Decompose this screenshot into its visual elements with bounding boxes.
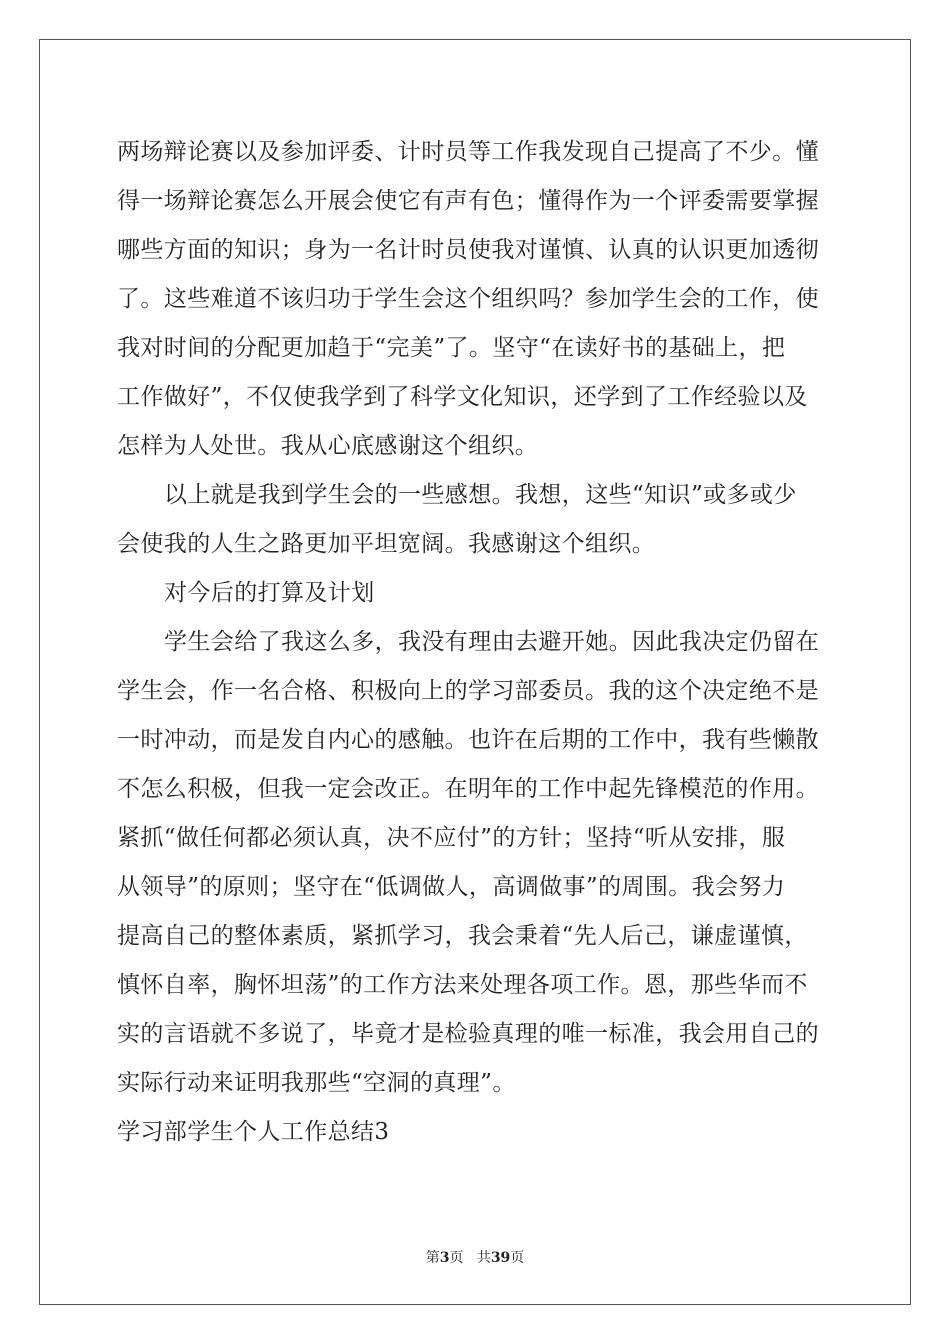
text-line: 两场辩论赛以及参加评委、计时员等工作我发现自己提高了不少。懂 bbox=[117, 139, 819, 165]
page-number: 3 bbox=[439, 1250, 450, 1266]
text-line: 提高自己的整体素质，紧抓学习，我会秉着“先人后己，谦虚谨慎， bbox=[117, 923, 808, 949]
text-line: 以上就是我到学生会的一些感想。我想，这些“知识”或多或少 bbox=[164, 482, 797, 508]
text-line: 一时冲动，而是发自内心的感触。也许在后期的工作中，我有些懒散 bbox=[117, 727, 819, 753]
document-body bbox=[117, 128, 833, 1157]
section-heading: 对今后的打算及计划 bbox=[164, 580, 375, 606]
total-label-prefix: 共 bbox=[476, 1250, 491, 1266]
total-label-suffix: 页 bbox=[510, 1250, 525, 1266]
text-line: 工作做好”，不仅使我学到了科学文化知识，还学到了工作经验以及 bbox=[117, 384, 808, 410]
text-line: 了。这些难道不该归功于学生会这个组织吗？参加学生会的工作，使 bbox=[117, 286, 819, 312]
text-line: 会使我的人生之路更加平坦宽阔。我感谢这个组织。 bbox=[117, 531, 656, 557]
text-line: 学生会给了我这么多，我没有理由去避开她。因此我决定仍留在 bbox=[164, 629, 820, 655]
text-line: 怎样为人处世。我从心底感谢这个组织。 bbox=[117, 433, 539, 459]
text-line: 学生会，作一名合格、积极向上的学习部委员。我的这个决定绝不是 bbox=[117, 678, 819, 704]
text-line: 慎怀自率，胸怀坦荡”的工作方法来处理各项工作。恩，那些华而不 bbox=[117, 972, 808, 998]
text-line: 从领导”的原则；坚守在“低调做人，高调做事”的周围。我会努力 bbox=[117, 874, 786, 900]
document-title: 学习部学生个人工作总结3 bbox=[117, 1119, 390, 1145]
page-label-suffix: 页 bbox=[449, 1250, 464, 1266]
text-line: 我对时间的分配更加趋于“完美”了。坚守“在读好书的基础上，把 bbox=[117, 335, 786, 361]
text-line: 紧抓“做任何都必须认真，决不应付”的方针；坚持“听从安排，服 bbox=[117, 825, 786, 851]
text-line: 实际行动来证明我那些“空洞的真理”。 bbox=[117, 1070, 516, 1096]
text-line: 实的言语就不多说了，毕竟才是检验真理的唯一标准，我会用自己的 bbox=[117, 1021, 819, 1047]
text-line: 哪些方面的知识；身为一名计时员使我对谨慎、认真的认识更加透彻 bbox=[117, 237, 819, 263]
total-pages: 39 bbox=[490, 1250, 511, 1266]
page-label-prefix: 第 bbox=[425, 1250, 440, 1266]
text-line: 不怎么积极，但我一定会改正。在明年的工作中起先锋模范的作用。 bbox=[117, 776, 819, 802]
text-line: 得一场辩论赛怎么开展会使它有声有色；懂得作为一个评委需要掌握 bbox=[117, 188, 819, 214]
page-footer bbox=[0, 1247, 950, 1267]
